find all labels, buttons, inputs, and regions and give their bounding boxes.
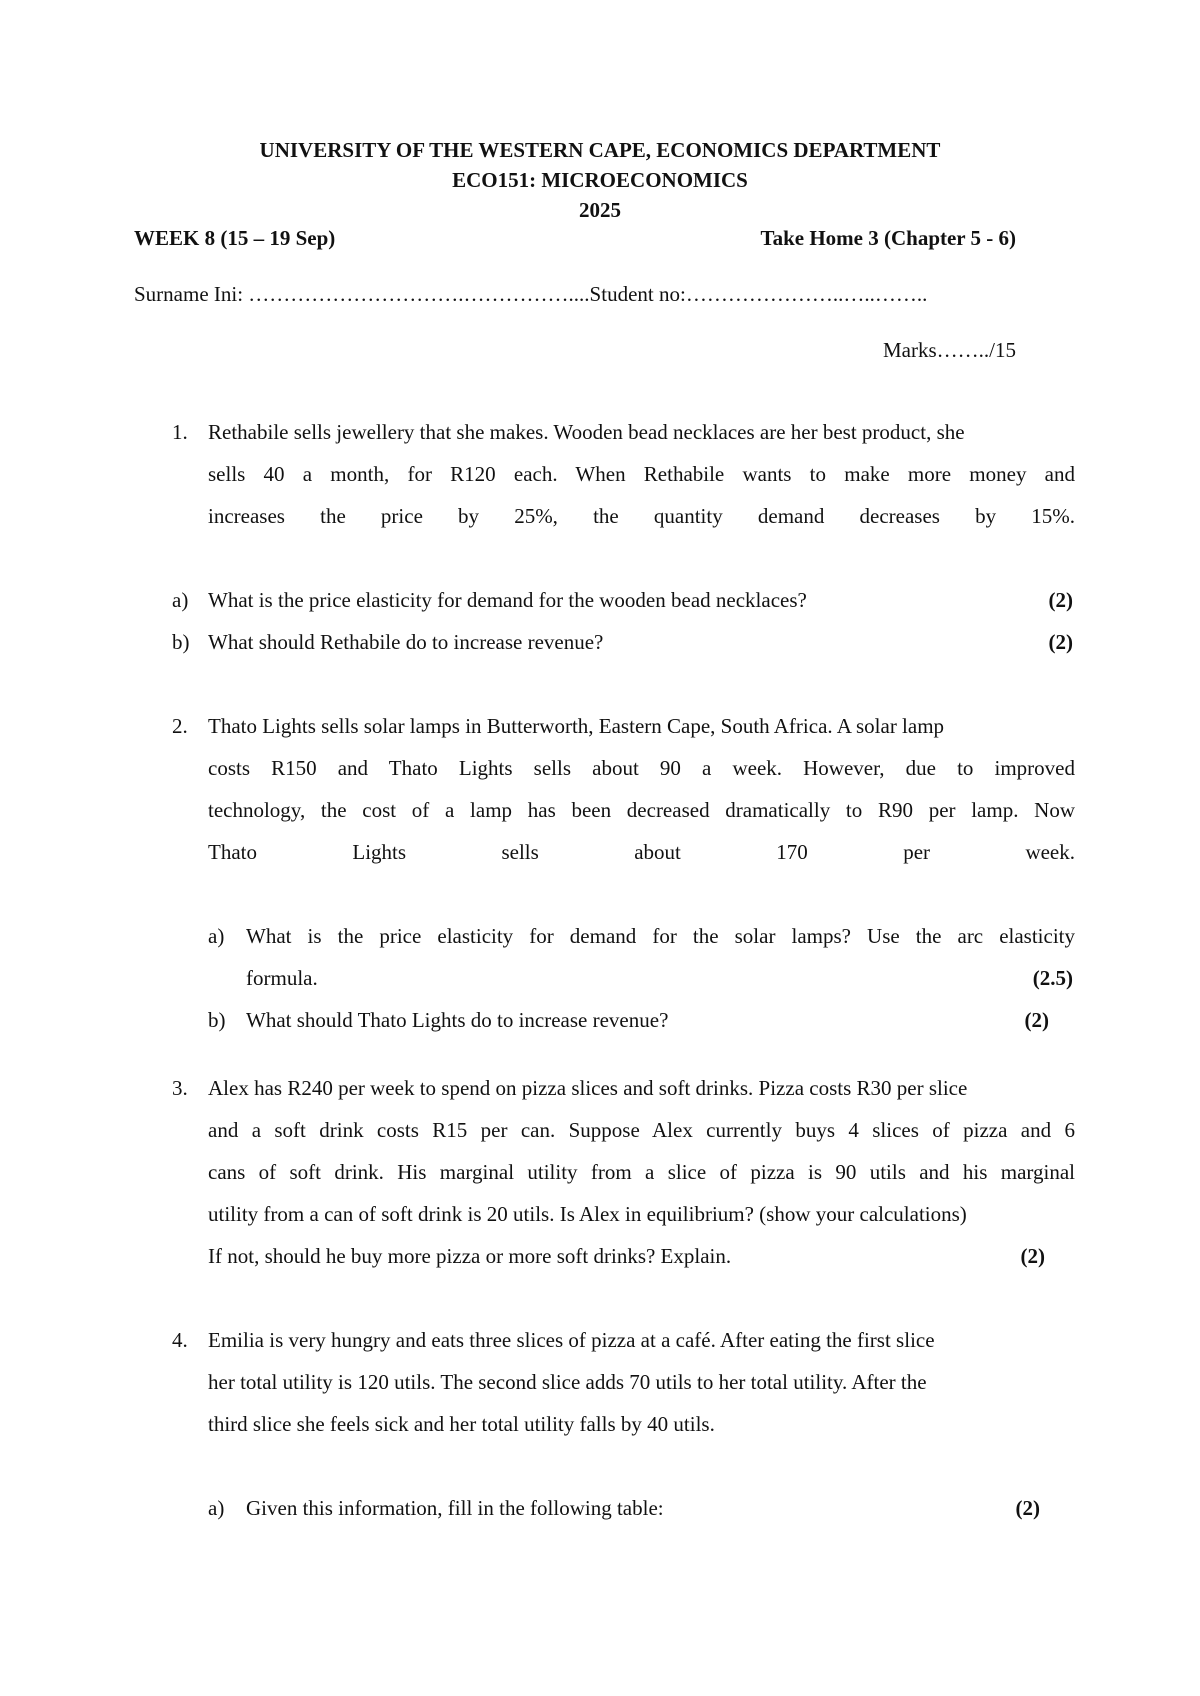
question-3-line-4: utility from a can of soft drink is 20 utils. Is Alex in equilibrium? (show your calculations) — [208, 1202, 967, 1226]
university-heading: UNIVERSITY OF THE WESTERN CAPE, ECONOMICS DEPARTMENT — [259, 138, 941, 162]
question-1-number: 1. — [172, 420, 188, 444]
question-4-line-3: third slice she feels sick and her total utility falls by 40 utils. — [208, 1412, 715, 1436]
question-2a-label: a) — [208, 924, 225, 948]
question-2-line-4: Thato Lights sells about 170 per week. — [208, 840, 1075, 864]
question-3-line-1: Alex has R240 per week to spend on pizza slices and soft drinks. Pizza costs R30 per slice — [208, 1076, 968, 1100]
assignment-label: Take Home 3 (Chapter 5 - 6) — [760, 226, 1016, 250]
question-4-line-1: Emilia is very hungry and eats three slices of pizza at a café. After eating the first slice — [208, 1328, 935, 1352]
question-2b-label: b) — [208, 1008, 226, 1032]
question-2a-text-1: What is the price elasticity for demand for the solar lamps? Use the arc elasticity — [246, 924, 1075, 948]
question-1-line-3: increases the price by 25%, the quantity demand decreases by 15%. — [208, 504, 1075, 528]
question-4-line-2: her total utility is 120 utils. The second slice adds 70 utils to her total utility. After the — [208, 1370, 927, 1394]
question-2a-text-2: formula. — [246, 966, 318, 990]
question-2b-text: What should Thato Lights do to increase revenue? — [246, 1008, 669, 1032]
surname-student-line: Surname Ini: ………………………….……………....Student no:…………………..…..…….. — [134, 282, 928, 306]
question-2b-mark: (2) — [1024, 1008, 1049, 1032]
question-4a-text: Given this information, fill in the following table: — [246, 1496, 664, 1520]
question-1-line-1: Rethabile sells jewellery that she makes. Wooden bead necklaces are her best product, she — [208, 420, 965, 444]
course-heading: ECO151: MICROECONOMICS — [452, 168, 748, 192]
question-3-line-5: If not, should he buy more pizza or more soft drinks? Explain. — [208, 1244, 732, 1268]
question-1a-label: a) — [172, 588, 189, 612]
question-1b-text: What should Rethabile do to increase revenue? — [208, 630, 604, 654]
question-2-line-3: technology, the cost of a lamp has been decreased dramatically to R90 per lamp. Now — [208, 798, 1075, 822]
year-heading: 2025 — [579, 198, 621, 222]
question-1a-mark: (2) — [1048, 588, 1073, 612]
week-label: WEEK 8 (15 – 19 Sep) — [134, 226, 336, 250]
question-1-line-2: sells 40 a month, for R120 each. When Rethabile wants to make more money and — [208, 462, 1075, 486]
question-1b-label: b) — [172, 630, 190, 654]
question-4a-label: a) — [208, 1496, 225, 1520]
question-3-number: 3. — [172, 1076, 188, 1100]
question-4-number: 4. — [172, 1328, 188, 1352]
question-2-number: 2. — [172, 714, 188, 738]
question-4a-mark: (2) — [1015, 1496, 1040, 1520]
question-3-line-2: and a soft drink costs R15 per can. Suppose Alex currently buys 4 slices of pizza and 6 — [208, 1118, 1075, 1142]
question-1b-mark: (2) — [1048, 630, 1073, 654]
question-2-line-2: costs R150 and Thato Lights sells about 90 a week. However, due to improved — [208, 756, 1075, 780]
question-2-line-1: Thato Lights sells solar lamps in Butterworth, Eastern Cape, South Africa. A solar lamp — [208, 714, 945, 738]
question-1a-text: What is the price elasticity for demand for the wooden bead necklaces? — [208, 588, 807, 612]
question-3-line-3: cans of soft drink. His marginal utility from a slice of pizza is 90 utils and his marginal — [208, 1160, 1075, 1184]
question-2a-mark: (2.5) — [1032, 966, 1073, 990]
question-3-mark: (2) — [1020, 1244, 1045, 1268]
marks-total: Marks……../15 — [883, 338, 1016, 362]
